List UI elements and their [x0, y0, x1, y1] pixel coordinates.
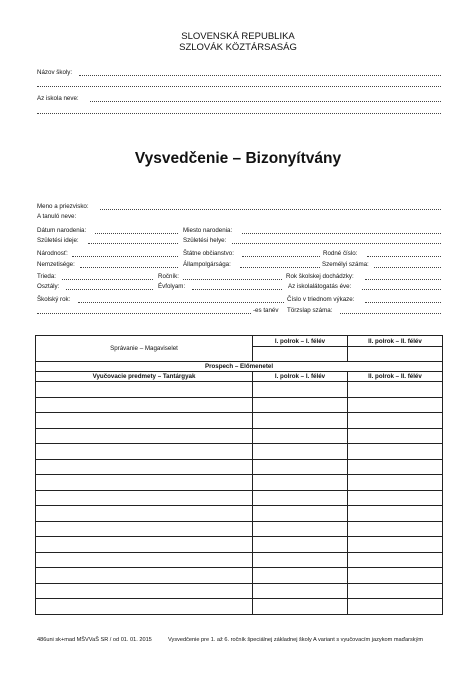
subject-name-cell[interactable]	[36, 475, 253, 491]
year-attendance-label-hu: Az iskolalátogatás éve:	[288, 283, 352, 290]
second-half-grade-cell[interactable]	[348, 568, 443, 584]
subject-row	[36, 382, 443, 398]
school-name-field-hu-2[interactable]	[37, 113, 441, 114]
subjects-header-row	[36, 372, 443, 382]
second-half-grade-cell[interactable]	[348, 428, 443, 444]
grade-label-hu: Évfolyam:	[158, 283, 186, 290]
first-half-header: I. polrok – I. félév	[253, 336, 348, 347]
first-half-grade-cell[interactable]	[253, 537, 348, 553]
subject-row	[36, 521, 443, 537]
subject-name-cell[interactable]	[36, 382, 253, 398]
grades-table	[35, 335, 443, 615]
first-half-grade-cell[interactable]	[253, 599, 348, 615]
subject-name-cell[interactable]	[36, 599, 253, 615]
second-half-grade-cell[interactable]	[348, 537, 443, 553]
second-half-grade-cell[interactable]	[348, 382, 443, 398]
school-year-label: Školský rok:	[37, 296, 71, 303]
subject-row	[36, 552, 443, 568]
subject-name-cell[interactable]	[36, 413, 253, 429]
progress-label: Prospech – Előmenetel	[36, 362, 443, 372]
citizenship-label-hu: Állampolgársága:	[183, 261, 231, 268]
school-name-label: Názov školy:	[37, 69, 73, 76]
behavior-grade-first-half[interactable]	[253, 347, 348, 362]
first-half-grade-cell[interactable]	[253, 413, 348, 429]
birth-place-field-hu[interactable]	[232, 243, 441, 244]
citizenship-label: Štátne občianstvo:	[183, 250, 234, 257]
grade-label: Ročník:	[158, 273, 179, 280]
second-half-grade-cell[interactable]	[348, 475, 443, 491]
first-half-grade-cell[interactable]	[253, 428, 348, 444]
birth-date-field-hu[interactable]	[88, 243, 178, 244]
second-half-header: II. polrok – II. félév	[348, 336, 443, 347]
first-half-grade-cell[interactable]	[253, 382, 348, 398]
subject-name-cell[interactable]	[36, 397, 253, 413]
subject-row	[36, 428, 443, 444]
birth-date-field[interactable]	[95, 233, 178, 234]
subject-row	[36, 506, 443, 522]
birth-place-label: Miesto narodenia:	[183, 227, 233, 234]
subject-name-cell[interactable]	[36, 428, 253, 444]
first-half-grade-cell[interactable]	[253, 397, 348, 413]
second-half-grade-cell[interactable]	[348, 413, 443, 429]
grade-field-hu[interactable]	[192, 289, 282, 290]
first-half-header-subjects: I. polrok – I. félév	[253, 372, 348, 382]
class-field-hu[interactable]	[66, 289, 153, 290]
student-name-field[interactable]	[100, 209, 441, 210]
subject-name-cell[interactable]	[36, 583, 253, 599]
subject-name-cell[interactable]	[36, 490, 253, 506]
birth-date-label: Dátum narodenia:	[37, 227, 87, 234]
register-number-field-hu[interactable]	[340, 313, 441, 314]
birth-number-field[interactable]	[367, 256, 441, 257]
second-half-header-subjects: II. polrok – II. félév	[348, 372, 443, 382]
birth-place-label-hu: Születési helye:	[183, 237, 227, 244]
second-half-grade-cell[interactable]	[348, 583, 443, 599]
citizenship-field[interactable]	[242, 256, 320, 257]
subject-row	[36, 599, 443, 615]
citizenship-field-hu[interactable]	[240, 267, 320, 268]
first-half-grade-cell[interactable]	[253, 552, 348, 568]
second-half-grade-cell[interactable]	[348, 444, 443, 460]
country-name-sk: SLOVENSKÁ REPUBLIKA	[181, 31, 295, 42]
register-number-label-hu: Törzslap száma:	[287, 307, 333, 314]
nationality-field-hu[interactable]	[80, 267, 178, 268]
first-half-grade-cell[interactable]	[253, 506, 348, 522]
nationality-label: Národnosť:	[37, 250, 68, 257]
first-half-grade-cell[interactable]	[253, 521, 348, 537]
subject-row	[36, 583, 443, 599]
first-half-grade-cell[interactable]	[253, 475, 348, 491]
school-year-field-hu[interactable]	[37, 313, 251, 314]
subject-name-cell[interactable]	[36, 537, 253, 553]
birth-date-label-hu: Születési ideje:	[37, 237, 79, 244]
class-field[interactable]	[62, 279, 153, 280]
subject-name-cell[interactable]	[36, 459, 253, 475]
document-title: Vysvedčenie – Bizonyítvány	[134, 150, 342, 167]
second-half-grade-cell[interactable]	[348, 506, 443, 522]
student-name-label: Meno a priezvisko:	[37, 203, 89, 210]
subject-name-cell[interactable]	[36, 552, 253, 568]
first-half-grade-cell[interactable]	[253, 459, 348, 475]
second-half-grade-cell[interactable]	[348, 521, 443, 537]
year-attendance-field-hu[interactable]	[362, 289, 441, 290]
second-half-grade-cell[interactable]	[348, 397, 443, 413]
subject-name-cell[interactable]	[36, 444, 253, 460]
school-year-suffix-hu: -es tanév	[253, 307, 279, 314]
behavior-label: Správanie – Magaviselet	[36, 336, 253, 362]
class-label-hu: Osztály:	[37, 283, 60, 290]
subjects-header: Vyučovacie predmety – Tantárgyak	[36, 372, 253, 382]
year-attendance-field[interactable]	[365, 279, 441, 280]
school-name-field-hu[interactable]	[90, 101, 441, 102]
school-year-field[interactable]	[78, 302, 284, 303]
register-number-field[interactable]	[365, 302, 441, 303]
subject-row	[36, 413, 443, 429]
subject-name-cell[interactable]	[36, 521, 253, 537]
birth-number-label: Rodné číslo:	[323, 250, 358, 257]
second-half-grade-cell[interactable]	[348, 552, 443, 568]
subject-name-cell[interactable]	[36, 506, 253, 522]
subject-rows	[36, 382, 443, 615]
subject-row	[36, 490, 443, 506]
school-name-label-hu: Az iskola neve:	[37, 95, 79, 102]
birth-number-label-hu: Személyi száma:	[322, 261, 369, 268]
nationality-field[interactable]	[72, 256, 178, 257]
first-half-grade-cell[interactable]	[253, 568, 348, 584]
behavior-header-row	[36, 336, 443, 347]
school-name-field-2[interactable]	[37, 86, 441, 87]
student-name-label-hu: A tanuló neve:	[37, 213, 77, 220]
school-name-field[interactable]	[79, 75, 441, 76]
subject-row	[36, 475, 443, 491]
footer-form-code: 486uni sk+mad MŠVVaŠ SR / od 01. 01. 2015	[37, 637, 152, 643]
country-name-hu: SZLOVÁK KÖZTÁRSASÁG	[179, 42, 297, 53]
subject-name-cell[interactable]	[36, 568, 253, 584]
subject-row	[36, 444, 443, 460]
subject-row	[36, 568, 443, 584]
subject-row	[36, 459, 443, 475]
birth-place-field[interactable]	[242, 233, 441, 234]
subject-row	[36, 397, 443, 413]
behavior-grade-second-half[interactable]	[348, 347, 443, 362]
class-label: Trieda:	[37, 273, 57, 280]
subject-row	[36, 537, 443, 553]
year-attendance-label: Rok školskej dochádzky:	[286, 273, 354, 280]
second-half-grade-cell[interactable]	[348, 490, 443, 506]
second-half-grade-cell[interactable]	[348, 459, 443, 475]
birth-number-field-hu[interactable]	[374, 267, 441, 268]
register-number-label: Číslo v triednom výkaze:	[287, 296, 355, 303]
second-half-grade-cell[interactable]	[348, 599, 443, 615]
grade-field[interactable]	[183, 279, 282, 280]
footer-description: Vysvedčenie pre 1. až 6. ročník špeciálnej základnej školy A variant s vyučovacím jazykom maďarským	[168, 637, 424, 643]
nationality-label-hu: Nemzetisége:	[37, 261, 75, 268]
progress-header-row	[36, 362, 443, 372]
first-half-grade-cell[interactable]	[253, 490, 348, 506]
first-half-grade-cell[interactable]	[253, 583, 348, 599]
first-half-grade-cell[interactable]	[253, 444, 348, 460]
